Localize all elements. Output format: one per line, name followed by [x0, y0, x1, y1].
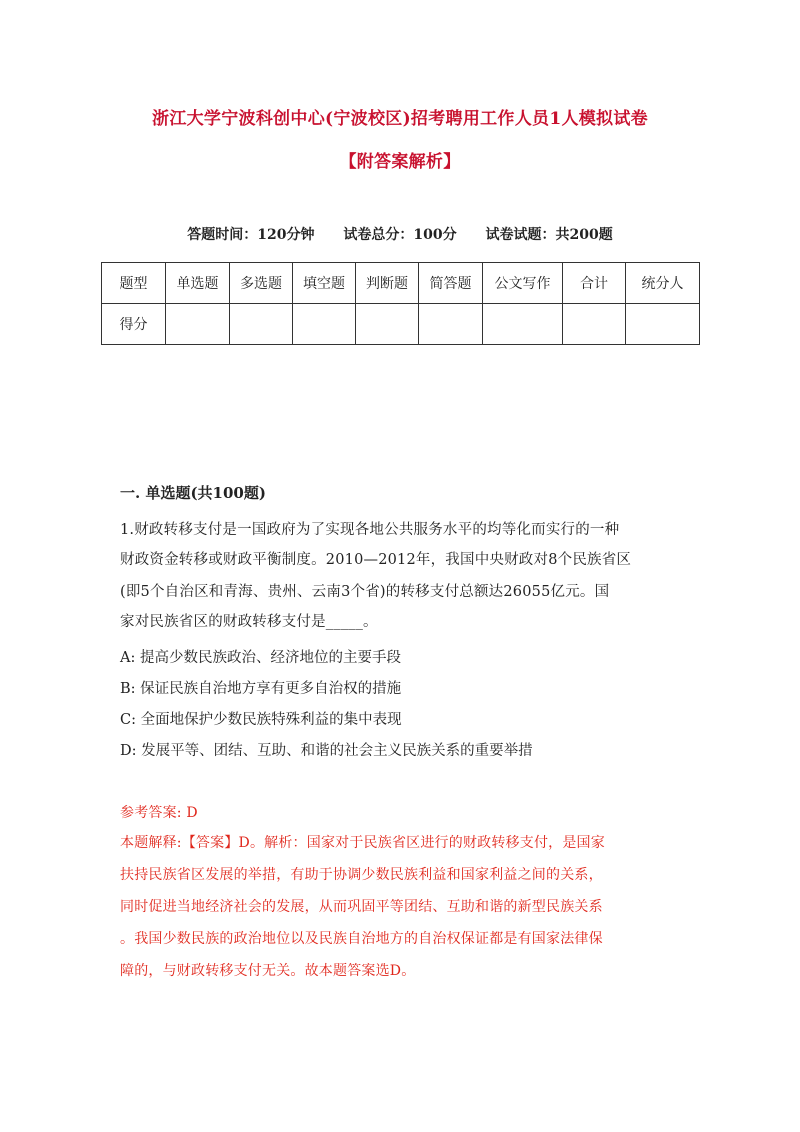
- question-text-line: 财政资金转移或财政平衡制度。2010—2012年，我国中央财政对8个民族省区: [120, 552, 632, 568]
- score-cell: [563, 304, 626, 345]
- explanation-line: 本题解释:【答案】D。解析：国家对于民族省区进行的财政转移支付，是国家: [120, 835, 605, 851]
- score-cell: [293, 304, 356, 345]
- document-subtitle: 【附答案解析】: [339, 152, 461, 172]
- section-title: 一. 单选题(共100题): [120, 484, 266, 502]
- header-cell-total: 合计: [563, 263, 626, 304]
- header-cell-single: 单选题: [166, 263, 230, 304]
- header-cell-scorer: 统分人: [626, 263, 700, 304]
- question-text-line: (即5个自治区和青海、贵州、云南3个省)的转移支付总额达26055亿元。国: [120, 584, 610, 600]
- explanation-line: 扶持民族省区发展的举措，有助于协调少数民族利益和国家利益之间的关系，: [120, 867, 603, 883]
- reference-answer: 参考答案: D: [120, 805, 198, 821]
- question-text-line: 家对民族省区的财政转移支付是_____。: [120, 614, 378, 630]
- score-cell: [626, 304, 700, 345]
- row-label-score: 得分: [102, 304, 166, 345]
- header-cell-multi: 多选题: [230, 263, 293, 304]
- document-title: 浙江大学宁波科创中心(宁波校区)招考聘用工作人员1人模拟试卷: [152, 109, 648, 129]
- score-cell: [230, 304, 293, 345]
- header-cell-writing: 公文写作: [483, 263, 563, 304]
- exam-time: 答题时间：120分钟: [187, 227, 315, 243]
- exam-question-count: 试卷试题：共200题: [485, 227, 613, 243]
- option-c: C: 全面地保护少数民族特殊利益的集中表现: [120, 712, 402, 728]
- option-a: A: 提高少数民族政治、经济地位的主要手段: [120, 650, 401, 666]
- exam-total-score: 试卷总分：100分: [343, 227, 457, 243]
- option-d: D: 发展平等、团结、互助、和谐的社会主义民族关系的重要举措: [120, 743, 533, 759]
- header-cell-judge: 判断题: [356, 263, 419, 304]
- option-b: B: 保证民族自治地方享有更多自治权的措施: [120, 681, 402, 697]
- score-table-header-row: [102, 263, 700, 304]
- explanation-line: 同时促进当地经济社会的发展，从而巩固平等团结、互助和谐的新型民族关系: [120, 899, 603, 915]
- score-table: [101, 262, 700, 345]
- question-text-line: 1.财政转移支付是一国政府为了实现各地公共服务水平的均等化而实行的一种: [120, 522, 620, 538]
- header-cell-type: 题型: [102, 263, 166, 304]
- score-cell: [356, 304, 419, 345]
- score-table-score-row: [102, 304, 700, 345]
- score-cell: [166, 304, 230, 345]
- score-cell: [419, 304, 483, 345]
- header-cell-fill: 填空题: [293, 263, 356, 304]
- exam-meta: [100, 224, 700, 244]
- explanation-line: 障的，与财政转移支付无关。故本题答案选D。: [120, 963, 416, 979]
- header-cell-short: 简答题: [419, 263, 483, 304]
- explanation-line: 。我国少数民族的政治地位以及民族自治地方的自治权保证都是有国家法律保: [120, 931, 603, 947]
- score-cell: [483, 304, 563, 345]
